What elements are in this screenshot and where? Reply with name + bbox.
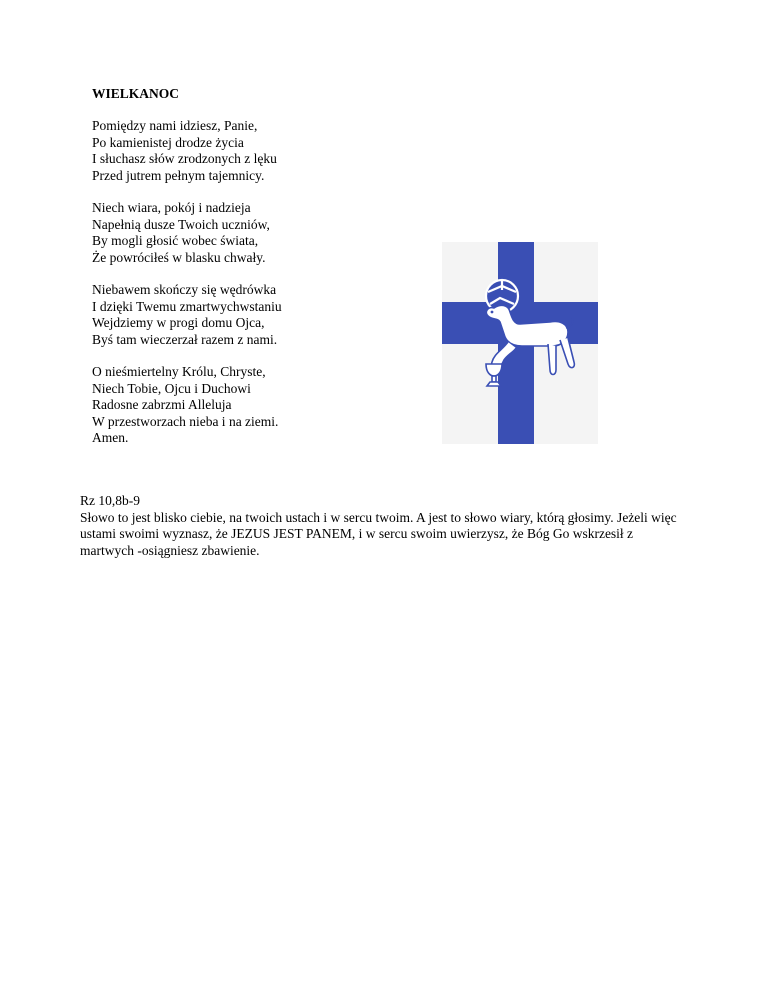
stanza-line: Niech Tobie, Ojcu i Duchowi <box>92 380 251 396</box>
scripture-text: Słowo to jest blisko ciebie, na twoich ustach i w sercu twoim. A jest to słowo wiary, którą głosimy. Jeżeli więc ustami swoimi wyznasz, że JEZUS JEST PANEM, i w sercu swoim uwierzysz, że Bóg Go wskrzesił z martwych -osiągniesz zbawienie. <box>80 509 677 558</box>
stanza-1 <box>92 118 277 184</box>
paschal-lamb-cross-icon <box>442 242 598 444</box>
stanza-line: Przed jutrem pełnym tajemnicy. <box>92 167 265 183</box>
stanza-line: I dzięki Twemu zmartwychwstaniu <box>92 298 282 314</box>
stanza-4 <box>92 364 278 447</box>
stanza-line: W przestworzach nieba i na ziemi. <box>92 413 279 429</box>
document-title: WIELKANOC <box>92 86 180 101</box>
stanza-line: Po kamienistej drodze życia <box>92 134 244 150</box>
stanza-line: Niebawem skończy się wędrówka <box>92 282 277 297</box>
stanza-3 <box>92 282 282 348</box>
stanza-line: Niech wiara, pokój i nadzieja <box>92 200 251 215</box>
stanza-line: By mogli głosić wobec świata, <box>92 233 259 248</box>
stanza-line: Że powróciłeś w blasku chwały. <box>92 249 266 265</box>
stanza-line: I słuchasz słów zrodzonych z lęku <box>92 151 277 166</box>
scripture-reading <box>80 493 690 559</box>
stanza-line: Pomiędzy nami idziesz, Panie, <box>92 118 258 133</box>
stanza-line-amen: Amen. <box>92 430 129 445</box>
stanza-2 <box>92 200 270 266</box>
stanza-line: O nieśmiertelny Królu, Chryste, <box>92 364 266 379</box>
stanza-line: Radosne zabrzmi Alleluja <box>92 397 232 412</box>
stanza-line: Byś tam wieczerzał razem z nami. <box>92 331 278 347</box>
scripture-reference: Rz 10,8b-9 <box>80 493 140 508</box>
stanza-line: Wejdziemy w progi domu Ojca, <box>92 315 265 330</box>
stanza-line: Napełnią dusze Twoich uczniów, <box>92 216 270 232</box>
